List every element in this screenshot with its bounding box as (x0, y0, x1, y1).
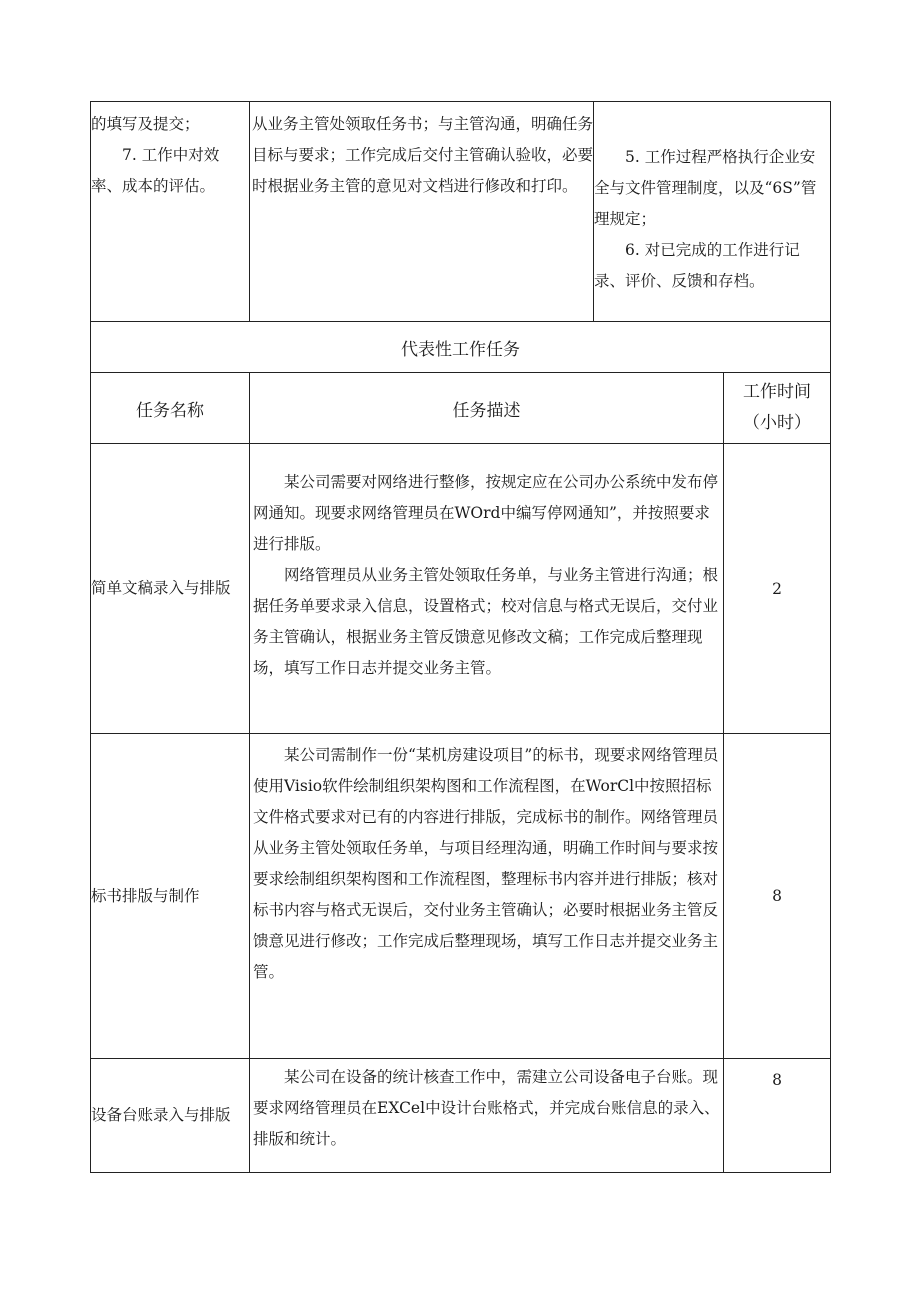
task-name: 简单文稿录入与排版 (91, 444, 250, 734)
curriculum-table (90, 101, 831, 1173)
continued-col2 (250, 102, 594, 322)
header-work-hours (724, 373, 831, 444)
col3-line: 5. 工作过程严格执行企业安全与文件管理制度，以及“6S”管理规定； (594, 148, 817, 228)
header-task-description: 任务描述 (250, 373, 724, 444)
header-hours-line2: （小时） (743, 413, 811, 433)
col2-paragraph: 从业务主管处领取任务书；与主管沟通，明确任务目标与要求；工作完成后交付主管确认验收，必要时根据业务主管的意见对文档进行修改和打印。 (252, 115, 594, 195)
document-page (90, 101, 830, 1173)
task-paragraph: 某公司在设备的统计核查工作中，需建立公司设备电子台账。现要求网络管理员在EXCel中设计台账格式，并完成台账信息的录入、排版和统计。 (253, 1068, 720, 1148)
continued-col1 (91, 102, 250, 322)
section-title-row (91, 322, 831, 373)
task-description (250, 1059, 724, 1173)
header-hours-line1: 工作时间 (743, 382, 811, 402)
header-task-name: 任务名称 (91, 373, 250, 444)
header-row (91, 373, 831, 444)
section-title: 代表性工作任务 (91, 322, 831, 373)
task-paragraph: 某公司需要对网络进行整修，按规定应在公司办公系统中发布停网通知。现要求网络管理员在WOrd中编写停网通知”，并按照要求进行排版。 (253, 473, 719, 553)
task-description (250, 734, 724, 1059)
task-description (250, 444, 724, 734)
task-hours: 8 (724, 734, 831, 1059)
task-paragraph: 网络管理员从业务主管处领取任务单，与业务主管进行沟通；根据任务单要求录入信息，设置格式；校对信息与格式无误后，交付业务主管确认，根据业务主管反馈意见修改文稿；工作完成后整理现场，填写工作日志并提交业务主管。 (253, 566, 719, 677)
task-name: 标书排版与制作 (91, 734, 250, 1059)
col1-line: 的填写及提交； (91, 115, 200, 133)
task-hours: 2 (724, 444, 831, 734)
table-row (91, 734, 831, 1059)
continued-col3 (594, 102, 831, 322)
task-hours: 8 (724, 1059, 831, 1173)
task-paragraph: 某公司需制作一份“某机房建设项目”的标书，现要求网络管理员使用Visio软件绘制组织架构图和工作流程图，在WorCl中按照招标文件格式要求对已有的内容进行排版，完成标书的制作。网络管理员从业务主管处领取任务单，与项目经理沟通，明确工作时间与要求按要求绘制组织架构图和工作流程图，整理标书内容并进行排版；核对标书内容与格式无误后，交付业务主管确认；必要时根据业务主管反馈意见进行修改；工作完成后整理现场，填写工作日志并提交业务主管。 (253, 746, 719, 981)
table-row (91, 1059, 831, 1173)
continued-row (91, 102, 831, 322)
col1-line: 7. 工作中对效率、成本的评估。 (91, 146, 220, 195)
task-name: 设备台账录入与排版 (91, 1059, 250, 1173)
table-row (91, 444, 831, 734)
col3-line: 6. 对已完成的工作进行记录、评价、反馈和存档。 (594, 241, 800, 290)
